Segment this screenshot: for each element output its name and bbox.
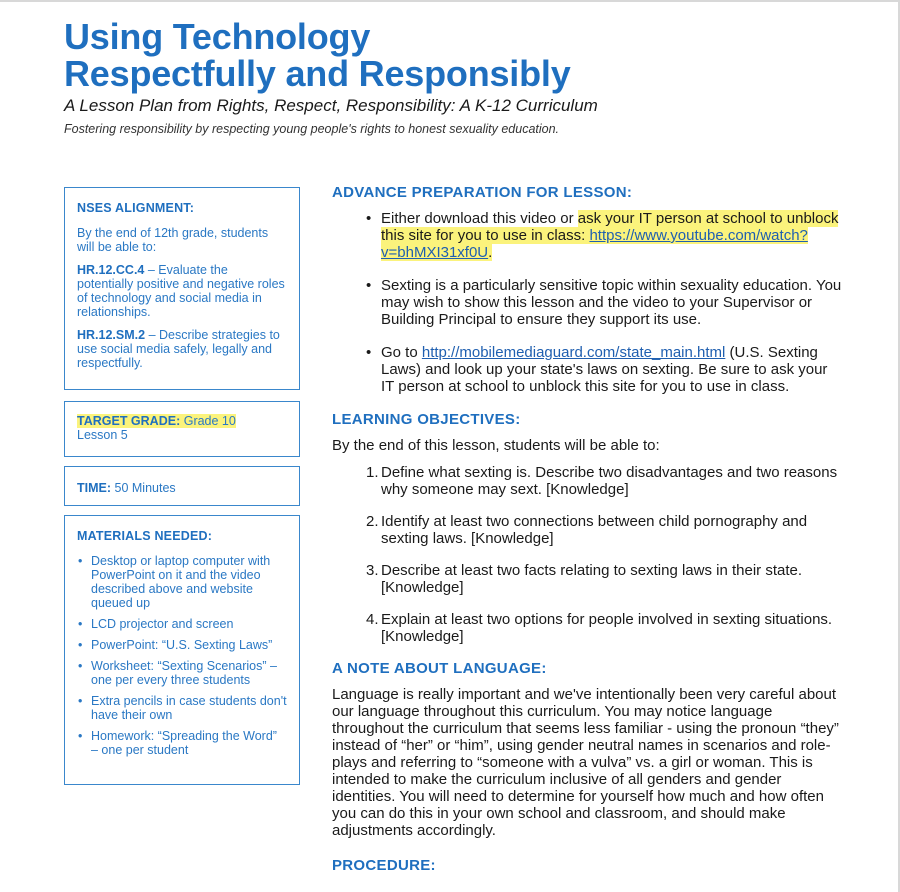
list-item: [366, 464, 842, 498]
page-edge-top: [0, 0, 900, 2]
advance-prep-list: [366, 210, 842, 395]
main-content: [332, 184, 842, 883]
list-number: 3.: [366, 562, 379, 579]
list-item: • Desktop or laptop computer with PowerPoint on it and the video described above and website queued up: [77, 554, 287, 610]
target-grade-label: TARGET GRADE:: [77, 414, 181, 428]
nses-intro: By the end of 12th grade, students will be able to:: [77, 226, 269, 254]
list-item: [366, 210, 842, 261]
advance-text: Either download this video or: [381, 210, 578, 227]
list-item: • Homework: “Spreading the Word” – one per student: [77, 729, 287, 757]
materials-heading: MATERIALS NEEDED:: [77, 529, 213, 543]
list-number: 4.: [366, 611, 379, 628]
language-heading: A NOTE ABOUT LANGUAGE:: [332, 660, 547, 677]
objectives-intro: By the end of this lesson, students will be able to:: [332, 437, 660, 454]
nses-alignment-box: [64, 187, 300, 390]
page-tagline: Fostering responsibility by respecting young people's rights to honest sexuality education.: [64, 122, 560, 136]
objectives-list: [366, 464, 842, 645]
list-number: 1.: [366, 464, 379, 481]
time-label: TIME:: [77, 481, 112, 495]
list-number: 2.: [366, 513, 379, 530]
title-line-2: Respectfully and Responsibly: [64, 53, 571, 94]
time-value: 50 Minutes: [111, 481, 176, 495]
page-subtitle: A Lesson Plan from Rights, Respect, Responsibility: A K-12 Curriculum: [64, 96, 598, 115]
objective-text: Describe at least two facts relating to sexting laws in their state. [Knowledge]: [381, 562, 803, 596]
list-item: • Sexting is a particularly sensitive topic within sexuality education. You may wish to show this lesson and the video to your Supervisor or Building Principal to ensure they support its use.: [366, 277, 842, 328]
advance-text: Go to: [381, 344, 422, 361]
advance-highlight-text: ask your IT person at school to unblock this site for you to use in class:: [381, 210, 839, 244]
target-grade-highlight: [77, 414, 236, 428]
nses-text: – Evaluate the potentially positive and negative roles of technology and social media in relationships.: [77, 263, 285, 319]
objective-text: Explain at least two options for people involved in sexting situations. [Knowledge]: [381, 611, 833, 645]
advance-prep-heading: ADVANCE PREPARATION FOR LESSON:: [332, 184, 633, 201]
language-paragraph: Language is really important and we've intentionally been very careful about our language throughout this curriculum. You may notice language throughout the curriculum that seems less familiar - using the pronoun “they” instead of “her” or “him”, using gender neutral names in scenarios and role-plays and referring to “someone with a vulva” vs. a girl or woman. This is intended to make the curriculum inclusive of all genders and gender identities. You will need to determine for yourself how much and how often you can do this in your own school and classroom, and should make adjustments accordingly.: [332, 686, 839, 839]
title-line-1: Using Technology: [64, 16, 371, 57]
list-item: [366, 344, 842, 395]
mobilemediaguard-link[interactable]: http://mobilemediaguard.com/state_main.html: [421, 344, 726, 361]
advance-period: .: [488, 244, 493, 261]
target-grade-line: [77, 414, 287, 428]
materials-list: [77, 554, 287, 757]
list-item: • PowerPoint: “U.S. Sexting Laws”: [77, 638, 287, 652]
procedure-heading: PROCEDURE:: [332, 857, 436, 874]
nses-code: HR.12.CC.4: [77, 263, 145, 277]
list-item: • Worksheet: “Sexting Scenarios” – one per every three students: [77, 659, 287, 687]
list-item: • LCD projector and screen: [77, 617, 287, 631]
nses-heading: NSES ALIGNMENT:: [77, 201, 195, 215]
target-grade-box: [64, 401, 300, 457]
time-box: [64, 466, 300, 506]
list-item: • Extra pencils in case students don't have their own: [77, 694, 287, 722]
nses-code: HR.12.SM.2: [77, 328, 146, 342]
lesson-number: Lesson 5: [77, 428, 128, 442]
page-title: [64, 18, 844, 92]
nses-item: [77, 263, 287, 319]
list-item: [366, 611, 842, 645]
nses-item: [77, 328, 287, 370]
youtube-link[interactable]: https://www.youtube.com/watch?v=bhMXI31xf0U: [381, 227, 808, 261]
advance-text: (U.S. Sexting Laws) and look up your state's laws on sexting. Be sure to ask your IT person at school to unblock this site for you to use in class.: [381, 344, 828, 395]
objectives-heading: LEARNING OBJECTIVES:: [332, 411, 521, 428]
target-grade-value: Grade 10: [180, 414, 236, 428]
objective-text: Define what sexting is. Describe two disadvantages and two reasons why someone may sext. [Knowledge]: [381, 464, 838, 498]
nses-text: – Describe strategies to use social media safely, legally and respectfully.: [77, 328, 280, 370]
list-item: [366, 562, 842, 596]
list-item: [366, 513, 842, 547]
objective-text: Identify at least two connections between child pornography and sexting laws. [Knowledge]: [381, 513, 808, 547]
materials-box: [64, 515, 300, 785]
